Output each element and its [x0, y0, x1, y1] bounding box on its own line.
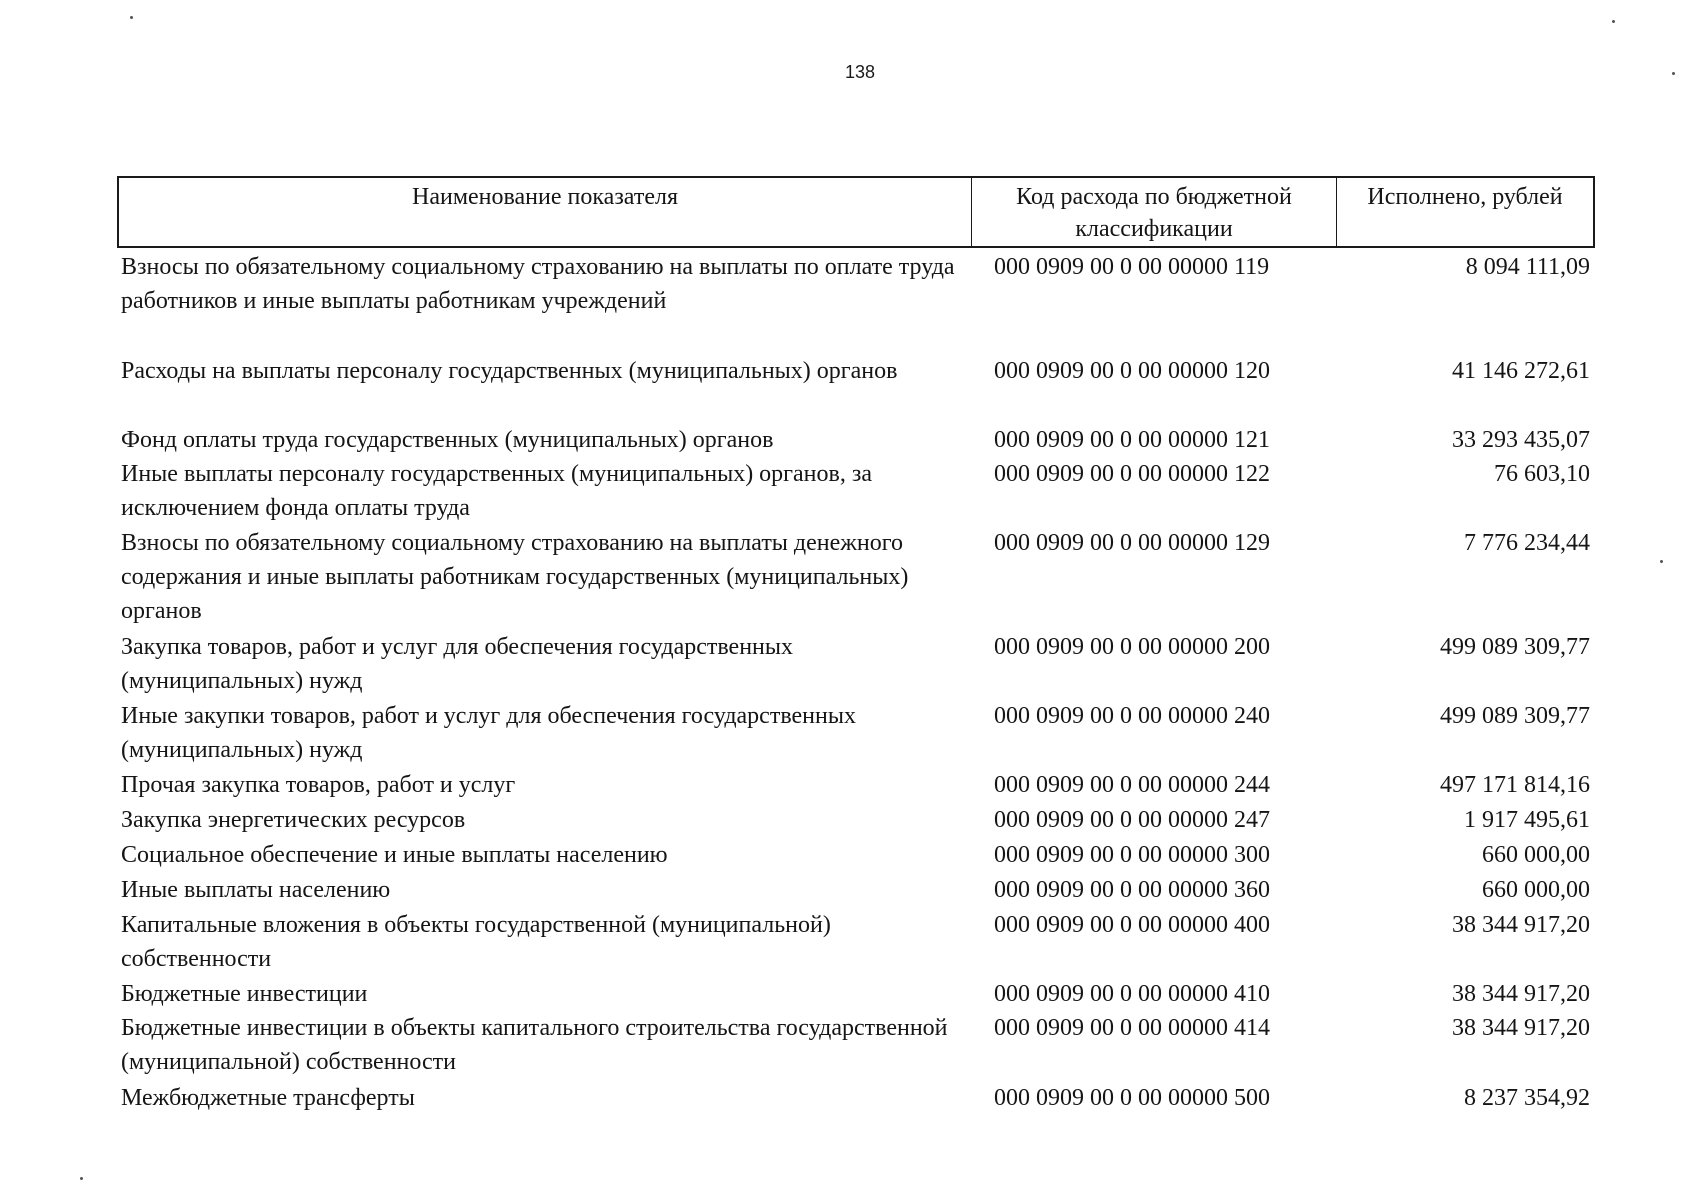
table-row: [0, 250, 1708, 354]
row-code: 000 0909 00 0 00 00000 360: [994, 877, 1270, 903]
row-amount: 8 094 111,09: [1465, 254, 1590, 280]
table-row: [0, 977, 1708, 1011]
row-amount: 38 344 917,20: [1452, 981, 1590, 1007]
row-amount: 41 146 272,61: [1452, 358, 1590, 384]
table-row: [0, 768, 1708, 803]
scan-speck: [80, 1177, 83, 1180]
row-code: 000 0909 00 0 00 00000 300: [994, 842, 1270, 868]
row-amount: 76 603,10: [1494, 461, 1590, 487]
row-amount: 7 776 234,44: [1464, 530, 1590, 556]
row-name: Фонд оплаты труда государственных (муниципальных) органов: [121, 427, 774, 453]
table-row: [0, 423, 1708, 457]
row-amount: 38 344 917,20: [1452, 1015, 1590, 1041]
scan-speck: [130, 16, 133, 19]
row-code: 000 0909 00 0 00 00000 200: [994, 634, 1270, 660]
scan-speck: [1612, 20, 1615, 23]
row-name: Капитальные вложения в объекты государственной (муниципальной) собственности: [121, 912, 831, 972]
table-row: [0, 457, 1708, 526]
row-code: 000 0909 00 0 00 00000 240: [994, 703, 1270, 729]
table-row: [0, 803, 1708, 838]
table-row: [0, 838, 1708, 873]
row-name: Иные выплаты населению: [121, 877, 391, 903]
row-code: 000 0909 00 0 00 00000 247: [994, 807, 1270, 833]
row-amount: 1 917 495,61: [1464, 807, 1590, 833]
row-amount: 660 000,00: [1482, 842, 1590, 868]
header-name: Наименование показателя: [119, 178, 972, 246]
row-name: Взносы по обязательному социальному страхованию на выплаты денежного содержания и иные выплаты работникам государственных (муниципальных) органов: [121, 530, 909, 624]
row-amount: 38 344 917,20: [1452, 912, 1590, 938]
row-code: 000 0909 00 0 00 00000 500: [994, 1085, 1270, 1111]
row-name: Закупка энергетических ресурсов: [121, 807, 466, 833]
row-name: Взносы по обязательному социальному страхованию на выплаты по оплате труда работников и иные выплаты работникам учреждений: [121, 254, 955, 314]
header-code: Код расхода по бюджетной классификации: [972, 178, 1337, 246]
row-amount: 8 237 354,92: [1464, 1085, 1590, 1111]
row-amount: 499 089 309,77: [1440, 703, 1590, 729]
row-code: 000 0909 00 0 00 00000 121: [994, 427, 1270, 453]
table-row: [0, 699, 1708, 768]
row-amount: 497 171 814,16: [1440, 772, 1590, 798]
row-code: 000 0909 00 0 00 00000 410: [994, 981, 1270, 1007]
row-code: 000 0909 00 0 00 00000 122: [994, 461, 1270, 487]
row-code: 000 0909 00 0 00 00000 129: [994, 530, 1270, 556]
table-row: [0, 630, 1708, 699]
scan-speck: [1660, 560, 1663, 563]
row-code: 000 0909 00 0 00 00000 120: [994, 358, 1270, 384]
table-row: [0, 1011, 1708, 1081]
row-name: Прочая закупка товаров, работ и услуг: [121, 772, 516, 798]
row-name: Расходы на выплаты персоналу государственных (муниципальных) органов: [121, 358, 898, 384]
table-row: [0, 354, 1708, 423]
table-row: [0, 873, 1708, 908]
row-name: Иные закупки товаров, работ и услуг для обеспечения государственных (муниципальных) нужд: [121, 703, 856, 763]
row-amount: 33 293 435,07: [1452, 427, 1590, 453]
table-header: [117, 176, 1595, 248]
table-row: [0, 526, 1708, 630]
row-name: Социальное обеспечение и иные выплаты населению: [121, 842, 668, 868]
table-body: [0, 250, 1708, 1116]
row-code: 000 0909 00 0 00 00000 244: [994, 772, 1270, 798]
row-code: 000 0909 00 0 00 00000 400: [994, 912, 1270, 938]
row-amount: 660 000,00: [1482, 877, 1590, 903]
row-name: Межбюджетные трансферты: [121, 1085, 415, 1111]
row-code: 000 0909 00 0 00 00000 414: [994, 1015, 1270, 1041]
table-row: [0, 1081, 1708, 1116]
row-name: Закупка товаров, работ и услуг для обеспечения государственных (муниципальных) нужд: [121, 634, 794, 694]
row-code: 000 0909 00 0 00 00000 119: [994, 254, 1270, 280]
row-name: Иные выплаты персоналу государственных (муниципальных) органов, за исключением фонда оплаты труда: [121, 461, 872, 521]
header-amount: Исполнено, рублей: [1367, 184, 1563, 210]
scan-speck: [1672, 72, 1675, 75]
row-name: Бюджетные инвестиции в объекты капитального строительства государственной (муниципальной) собственности: [121, 1015, 948, 1075]
table-row: [0, 908, 1708, 977]
row-name: Бюджетные инвестиции: [121, 981, 368, 1007]
row-amount: 499 089 309,77: [1440, 634, 1590, 660]
page-number: 138: [844, 62, 876, 82]
